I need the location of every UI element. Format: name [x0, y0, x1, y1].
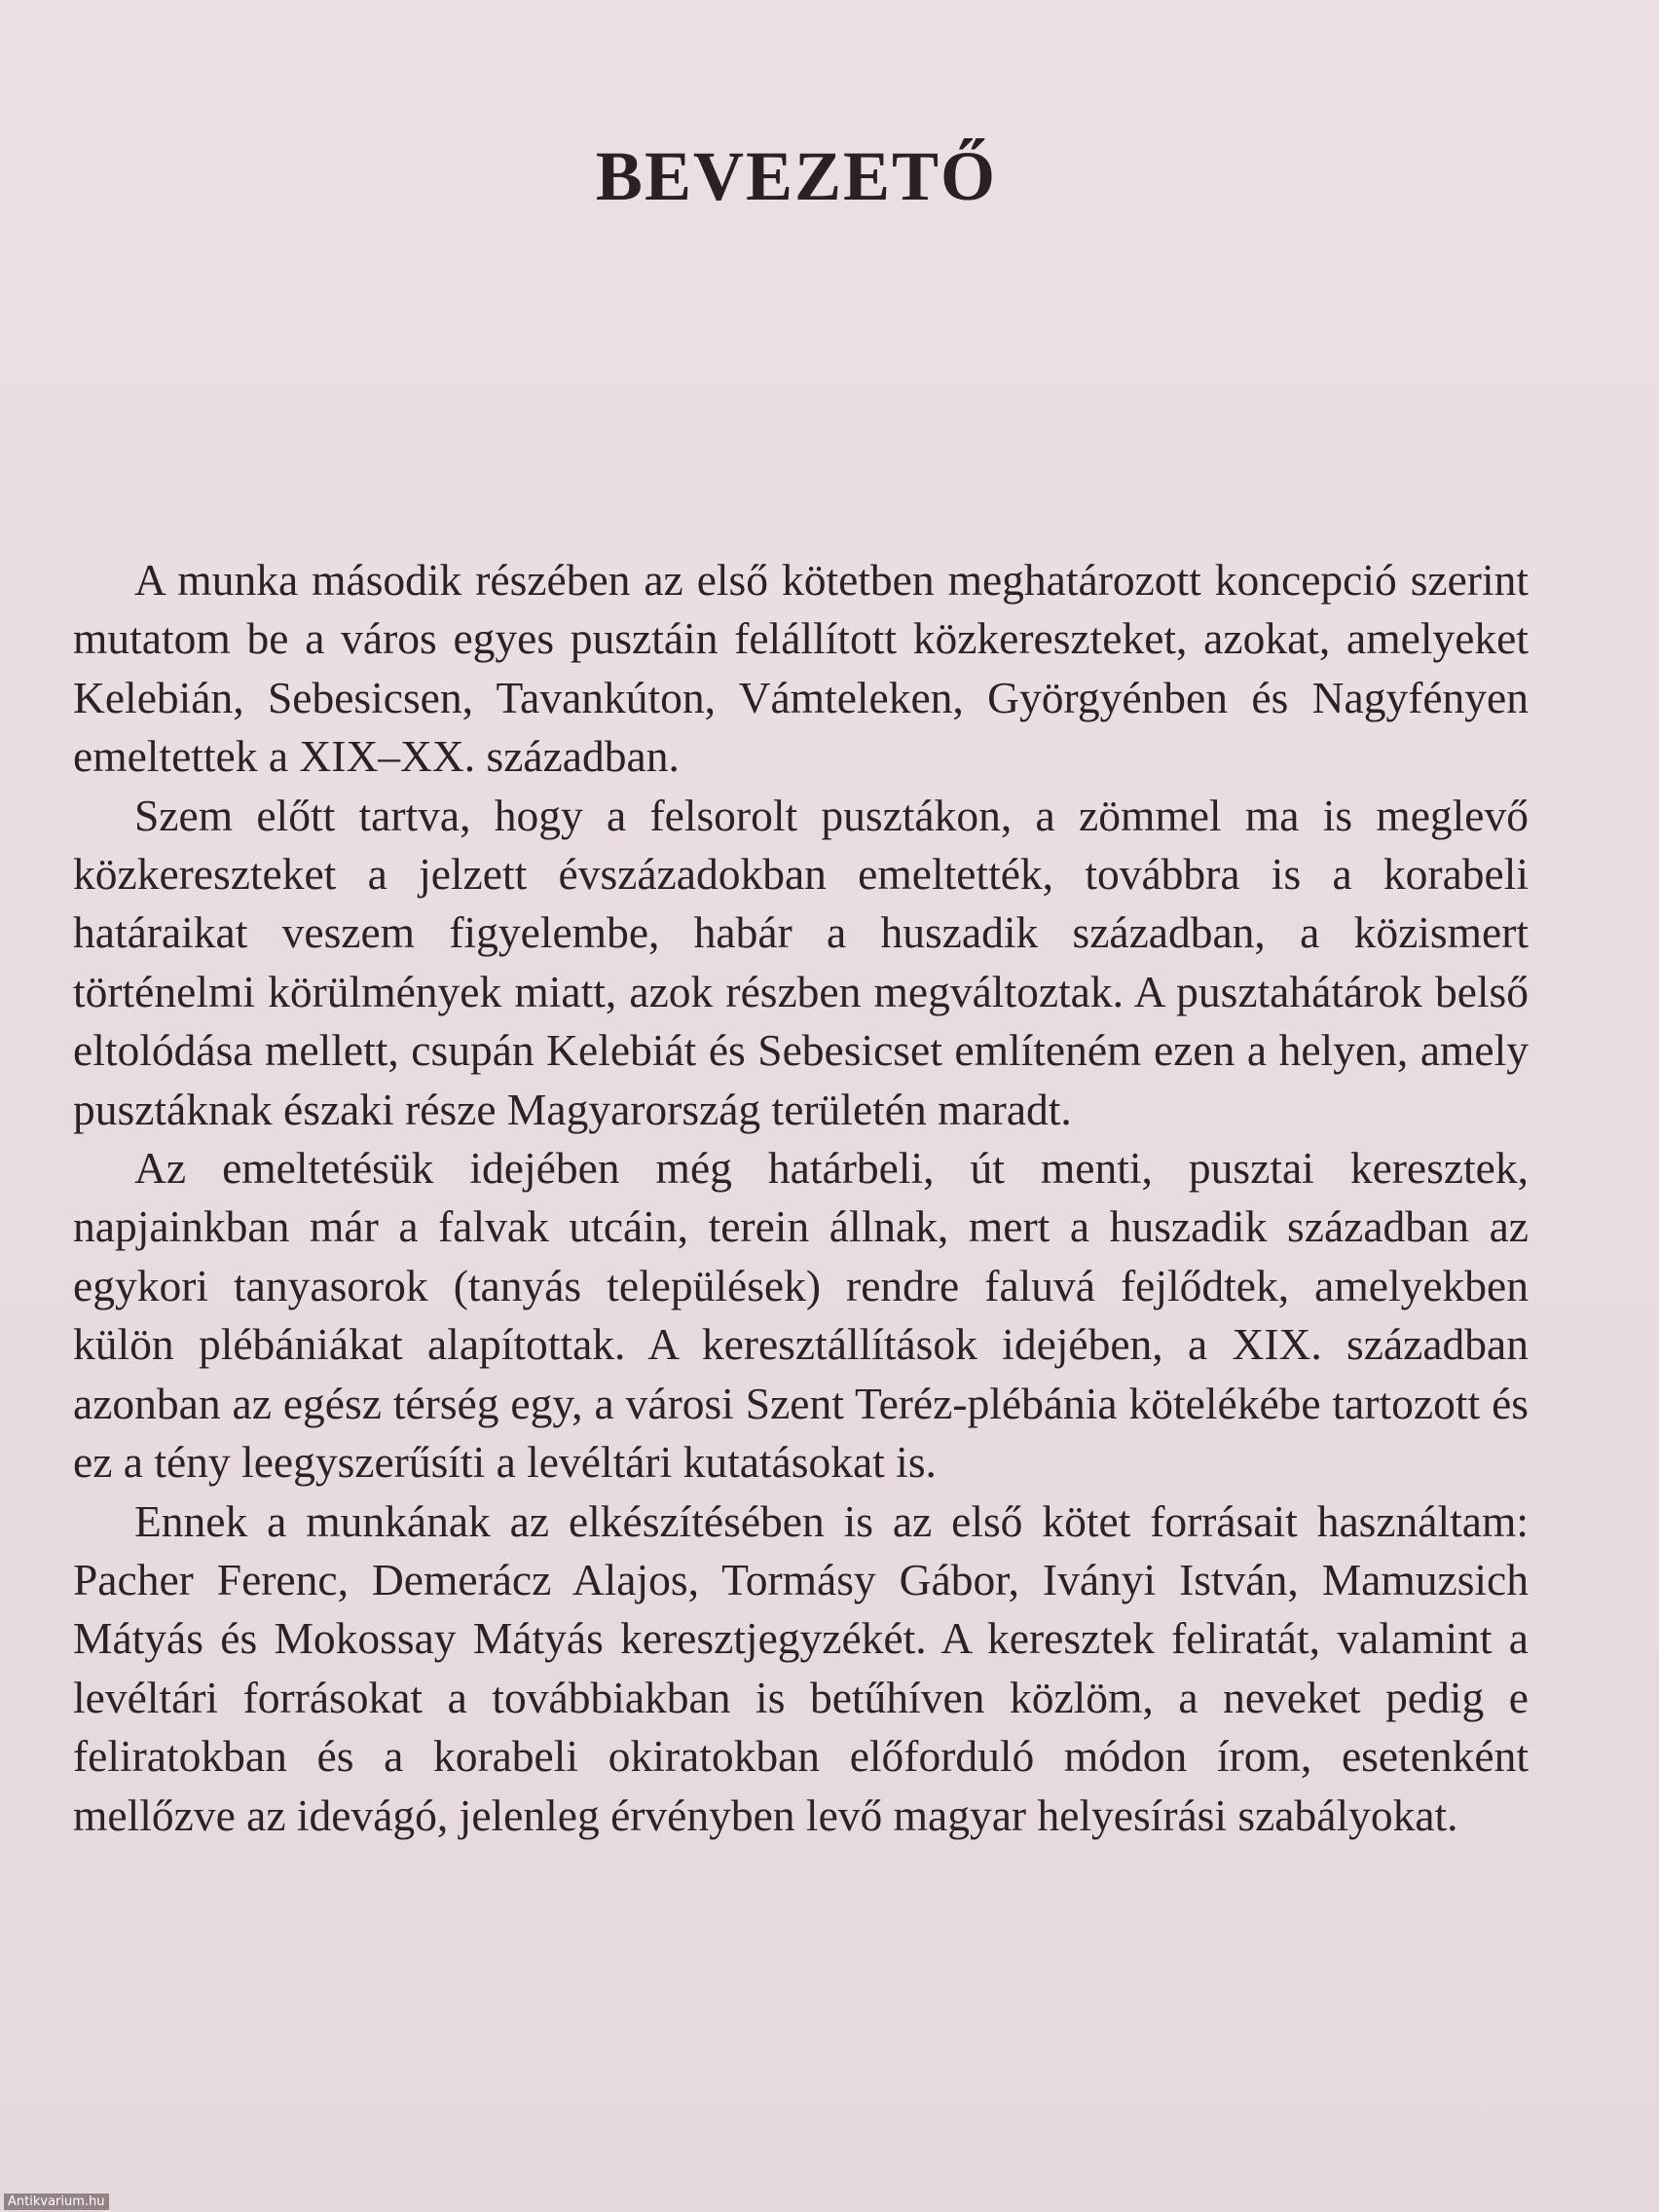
paragraph-3: Az emeltetésük idejében még határbeli, út menti, pusztai keresztek, napjainkban már a falvak utcáin, terein állnak, mert a huszadik században az egykori tanyasorok (tanyás települések) rendre faluvá fejlődtek, amelyekben külön plébániákat alapítottak. A keresztállítások idejében, a XIX. században azonban az egész térség egy, a városi Szent Teréz-plébánia kötelékébe tartozott és ez a tény leegyszerűsíti a levéltári kutatásokat is. — [73, 1143, 1529, 1488]
paragraph-1: A munka második részében az első kötetben meghatározott koncepció szerint mutatom be a város egyes pusztáin felállított közkereszteket, azokat, amelyeket Kelebián, Sebesicsen, Tavankúton, Vámteleken, Györgyénben és Nagyfényen emeltettek a XIX–XX. században. — [73, 555, 1529, 782]
page-title: BEVEZETŐ — [595, 137, 998, 215]
body-text — [73, 551, 1529, 1845]
paragraph-2: Szem előtt tartva, hogy a felsorolt pusztákon, a zömmel ma is meglevő közkereszteket a jelzett évszázadokban emeltették, továbbra is a korabeli határaikat veszem figyelembe, habár a huszadik században, a közismert történelmi körülmények miatt, azok részben megváltoztak. A pusztahátárok belső eltolódása mellett, csupán Kelebiát és Sebesicset említeném ezen a helyen, amely pusztáknak északi része Magyarország területén maradt. — [73, 790, 1529, 1134]
watermark-logo: Antikvarium.hu — [4, 2194, 109, 2210]
paragraph-4: Ennek a munkának az elkészítésében is az első kötet forrásait használtam: Pacher Ferenc, Demerácz Alajos, Tormásy Gábor, Iványi István, Mamuzsich Mátyás és Mokossay Mátyás keresztjegyzékét. A keresztek feliratát, valamint a levéltári forrásokat a továbbiakban is betűhíven közlöm, a neveket pedig e feliratokban és a korabeli okiratokban előforduló módon írom, esetenként mellőzve az idevágó, jelenleg érvényben levő magyar helyesírási szabályokat. — [73, 1495, 1529, 1840]
